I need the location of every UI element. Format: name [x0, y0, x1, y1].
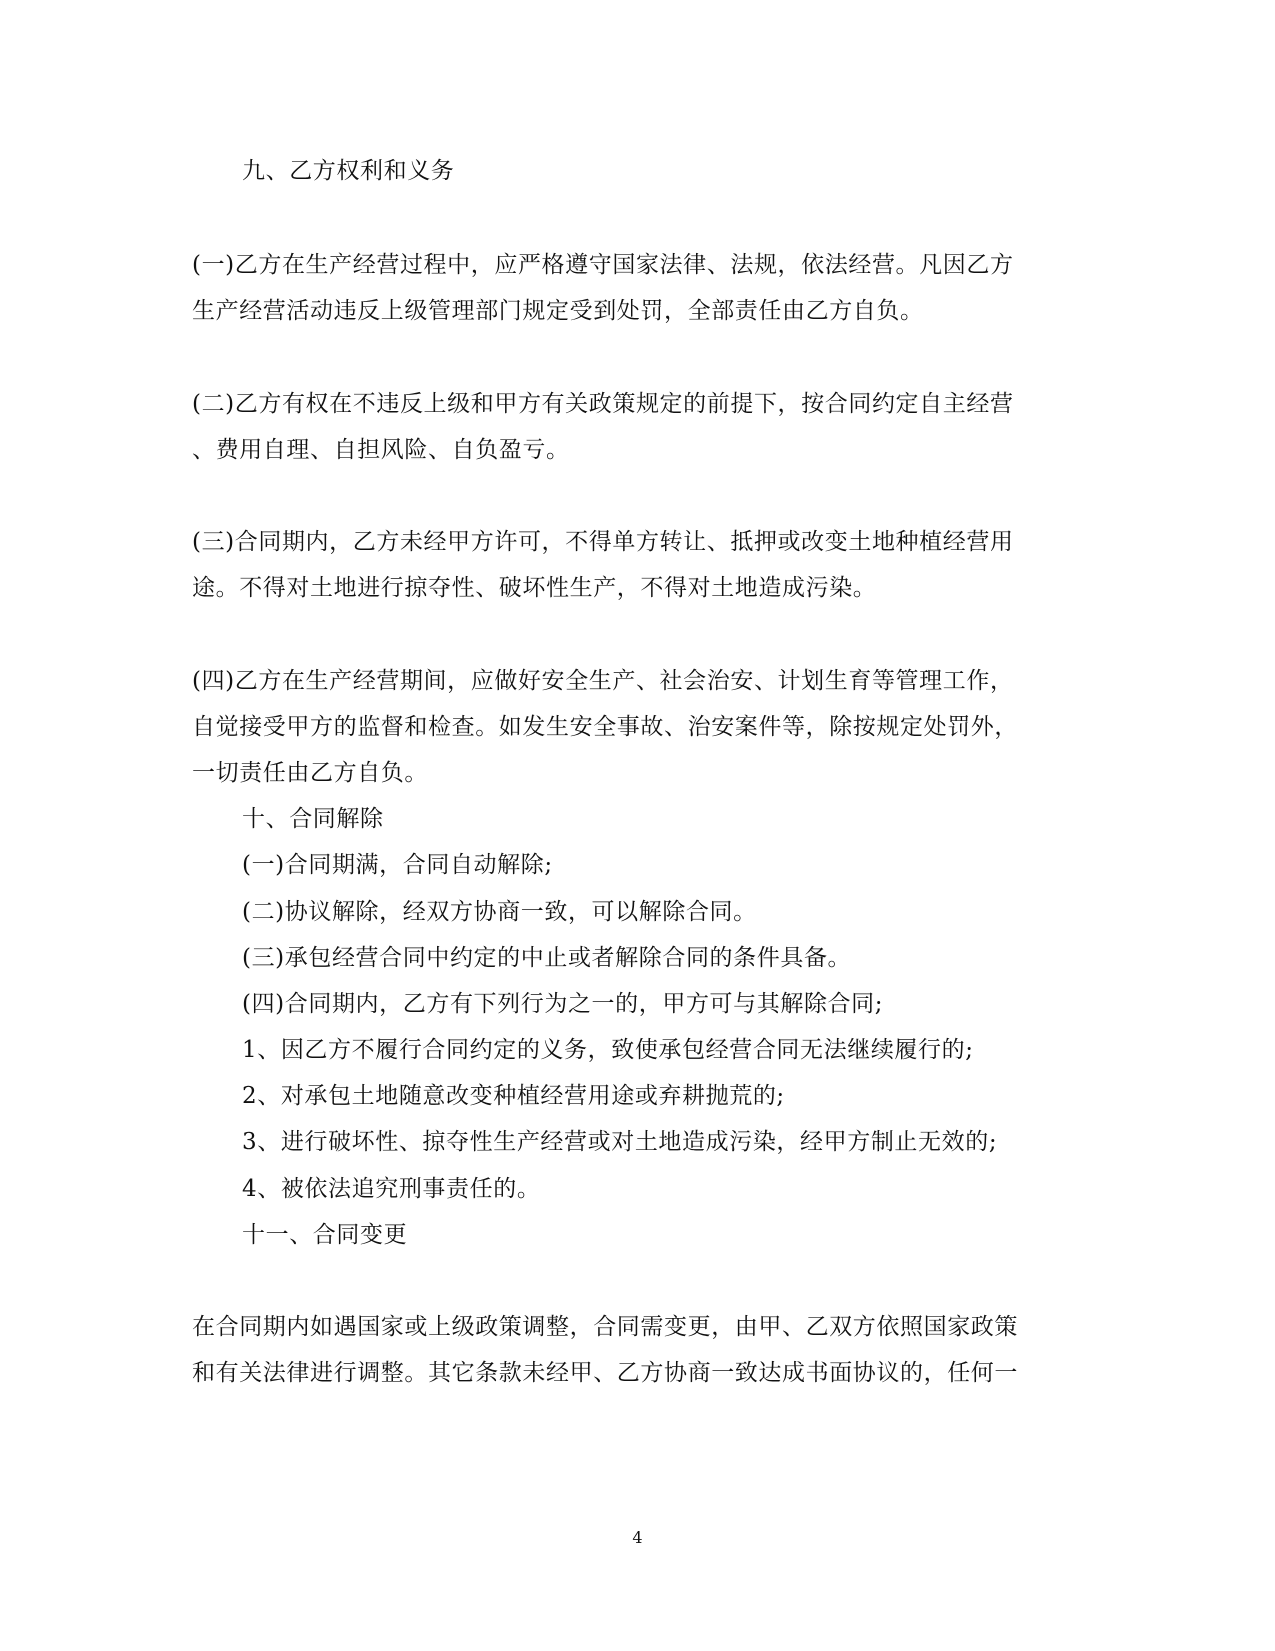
paragraph-line: (四)乙方在生产经营期间，应做好安全生产、社会治安、计划生育等管理工作， [192, 668, 1014, 694]
list-item: 2、对承包土地随意改变种植经营用途或弃耕抛荒的; [242, 1083, 785, 1109]
list-item: (二)协议解除，经双方协商一致，可以解除合同。 [242, 899, 757, 925]
paragraph-line: 和有关法律进行调整。其它条款未经甲、乙方协商一致达成书面协议的，任何一 [192, 1360, 1018, 1386]
section-heading-11: 十一、合同变更 [242, 1222, 408, 1248]
list-item: 1、因乙方不履行合同约定的义务，致使承包经营合同无法继续履行的; [242, 1037, 974, 1063]
list-item: 3、进行破坏性、掠夺性生产经营或对土地造成污染，经甲方制止无效的; [242, 1129, 998, 1155]
section-heading-9: 九、乙方权利和义务 [242, 158, 455, 184]
section-heading-10: 十、合同解除 [242, 806, 384, 832]
paragraph-line: (三)合同期内，乙方未经甲方许可，不得单方转让、抵押或改变土地种植经营用 [192, 529, 1014, 555]
list-item: (四)合同期内，乙方有下列行为之一的，甲方可与其解除合同; [242, 991, 884, 1017]
paragraph-line: (一)乙方在生产经营过程中，应严格遵守国家法律、法规，依法经营。凡因乙方 [192, 252, 1014, 278]
paragraph-line: 一切责任由乙方自负。 [192, 760, 428, 786]
page-number: 4 [632, 1528, 643, 1547]
paragraph-line: 生产经营活动违反上级管理部门规定受到处罚，全部责任由乙方自负。 [192, 298, 924, 324]
list-item: 4、被依法追究刑事责任的。 [242, 1176, 541, 1202]
paragraph-line: 、费用自理、自担风险、自负盈亏。 [192, 437, 570, 463]
paragraph-line: 途。不得对土地进行掠夺性、破坏性生产，不得对土地造成污染。 [192, 575, 877, 601]
paragraph-line: 在合同期内如遇国家或上级政策调整，合同需变更，由甲、乙双方依照国家政策 [192, 1314, 1018, 1340]
list-item: (一)合同期满，合同自动解除; [242, 852, 553, 878]
list-item: (三)承包经营合同中约定的中止或者解除合同的条件具备。 [242, 945, 852, 971]
paragraph-line: 自觉接受甲方的监督和检查。如发生安全事故、治安案件等，除按规定处罚外， [192, 714, 1018, 740]
paragraph-line: (二)乙方有权在不违反上级和甲方有关政策规定的前提下，按合同约定自主经营 [192, 391, 1014, 417]
